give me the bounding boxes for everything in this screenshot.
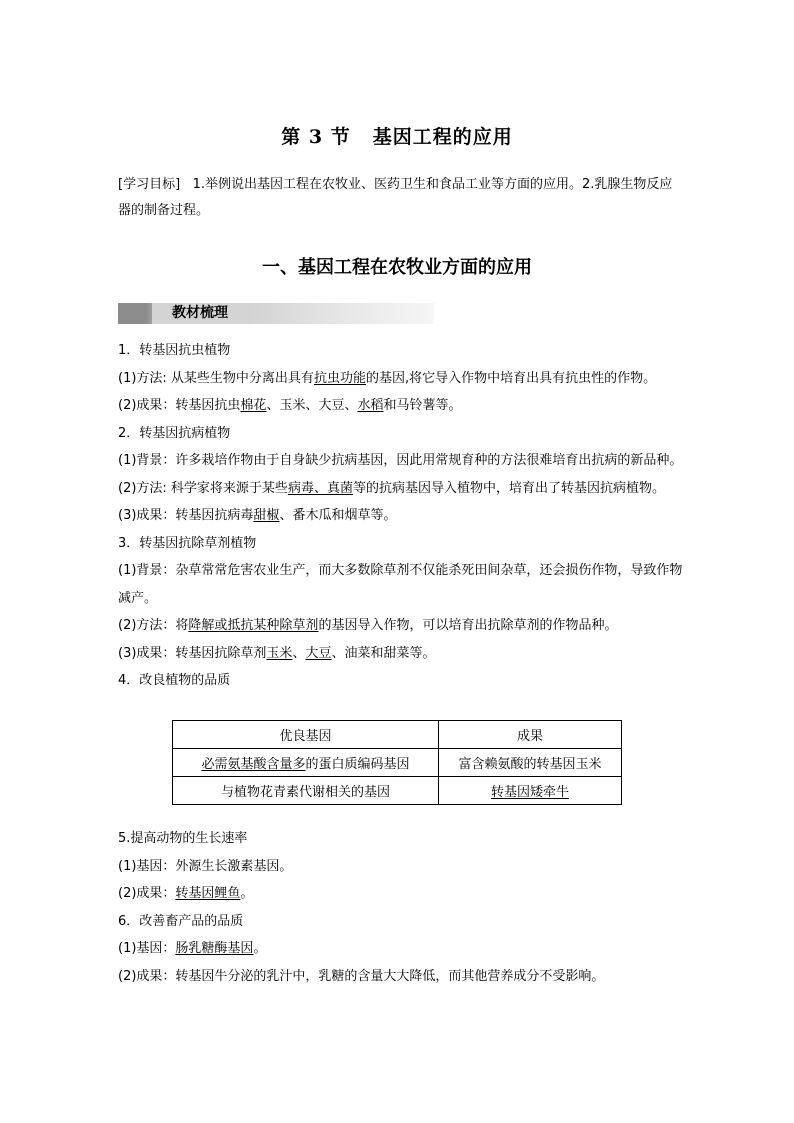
heading-5: 5.提高动物的生长速率 [118,831,248,846]
paragraph-6-2: (2)成果：转基因牛分泌的乳汁中，乳糖的含量大大降低，而其他营养成分不受影响。 [118,968,605,984]
blank-answer: 病毒、真菌 [287,480,353,496]
section-heading: 一、基因工程在农牧业方面的应用 [262,257,532,278]
table-header: 优良基因 [173,721,439,749]
table-cell: 与植物花青素代谢相关的基因 [173,777,439,805]
blank-answer: 棉花 [240,398,267,413]
paragraph-3-3: (3)成果：转基因抗除草剂玉米、大豆、油菜和甜菜等。 [118,645,436,661]
blank-answer: 水稻 [357,398,384,413]
blank-answer: 肠乳糖酶基因 [175,941,254,956]
table-cell: 必需氨基酸含量多的蛋白质编码基因 [173,749,439,777]
heading-4: 4．改良植物的品质 [118,673,231,688]
content-block-1 [118,337,684,695]
section-name: 基因工程的应用 [372,126,513,148]
blank-answer: 降解或抵抗某种除草剂 [188,618,319,633]
paragraph-6-1: (1)基因：肠乳糖酶基因。 [118,941,267,956]
blank-answer: 转基因鲤鱼 [175,886,241,901]
quality-table [172,720,622,805]
banner-label: 教材梳理 [152,303,248,324]
section-number: 第 3 节 [281,126,351,148]
learning-objectives [118,172,684,224]
paragraph-1-1: (1)方法: 从某些生物中分离出具有抗虫功能的基因,将它导入作物中培育出具有抗虫性的作物。 [118,370,657,386]
table-cell: 转基因矮牵牛 [439,777,622,805]
paragraph-5-2: (2)成果：转基因鲤鱼。 [118,886,254,901]
content-block-2 [118,825,684,990]
paragraph-2-2: (2)方法: 科学家将来源于某些病毒、真菌等的抗病基因导入植物中，培育出了转基因抗病植物。 [118,480,665,496]
textbook-review-banner [118,303,434,324]
paragraph-1-2: (2)成果：转基因抗虫棉花、玉米、大豆、水稻和马铃薯等。 [118,398,462,413]
heading-6: 6．改善畜产品的品质 [118,913,244,929]
table-header-row [173,721,622,749]
table-header: 成果 [439,721,622,749]
blank-answer: 大豆 [305,645,332,661]
blank-answer: 甜椒 [253,508,280,523]
page-title [0,122,794,149]
table-cell: 富含赖氨酸的转基因玉米 [439,749,622,777]
paragraph-2-3: (3)成果：转基因抗病毒甜椒、番木瓜和烟草等。 [118,508,397,523]
blank-answer: 玉米 [266,645,293,661]
heading-3: 3．转基因抗除草剂植物 [118,535,257,551]
table-row [173,777,622,805]
heading-2: 2．转基因抗病植物 [118,425,231,441]
paragraph-5-1: (1)基因：外源生长激素基因。 [118,858,293,874]
paragraph-2-1: (1)背景：许多栽培作物由于自身缺少抗病基因，因此用常规育种的方法很难培育出抗病的新品种。 [118,453,683,468]
paragraph-3-2: (2)方法：将降解或抵抗某种除草剂的基因导入作物，可以培育出抗除草剂的作物品种。 [118,618,618,633]
heading-1: 1．转基因抗虫植物 [118,343,231,358]
table-row [173,749,622,777]
blank-answer: 抗虫功能 [313,370,366,386]
paragraph-3-1: (1)背景：杂草常常危害农业生产，而大多数除草剂不仅能杀死田间杂草，还会损伤作物，导致作物减产。 [118,563,683,606]
objective-tag: [学习目标] [118,177,181,192]
objective-text: 1.举例说出基因工程在农牧业、医药卫生和食品工业等方面的应用。2.乳腺生物反应器的制备过程。 [118,177,673,218]
